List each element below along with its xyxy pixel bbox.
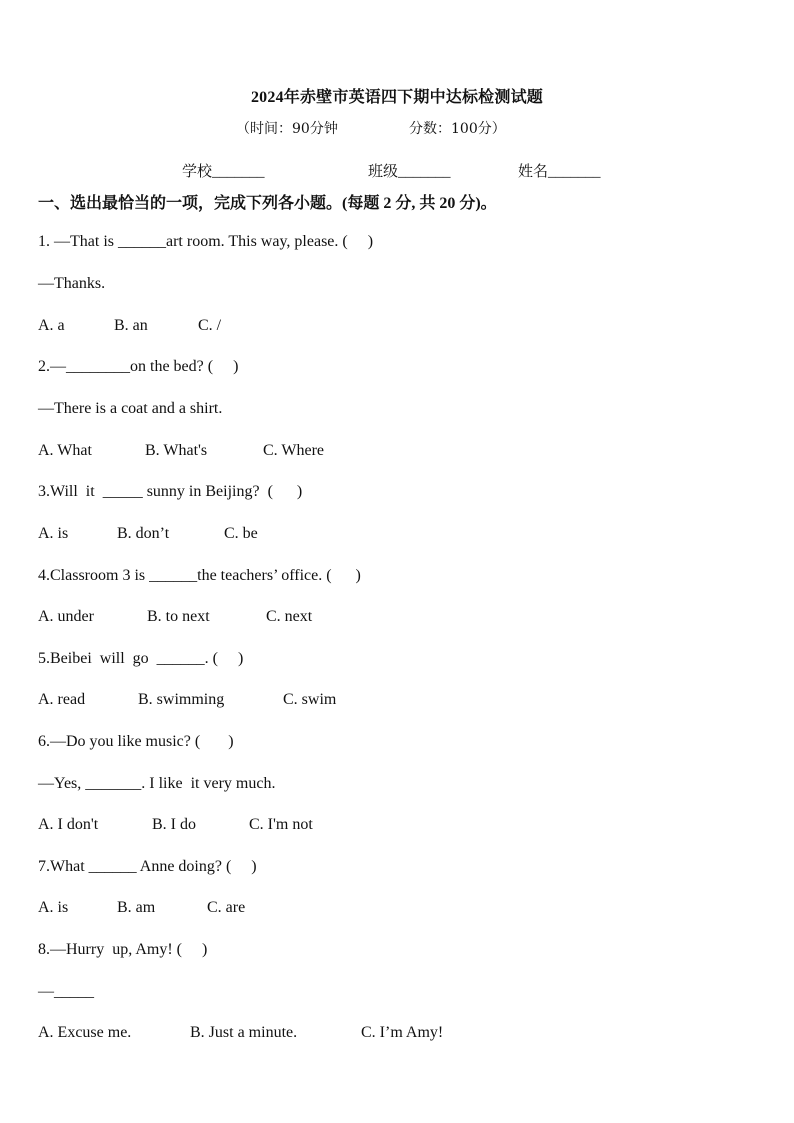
question-7-option-b: B. am: [117, 899, 156, 916]
question-6-option-a: A. I don't: [38, 816, 99, 833]
question-3-stem: 3.Will it _____ sunny in Beijing? ( ): [38, 483, 303, 500]
question-8-option-c: C. I’m Amy!: [361, 1024, 444, 1041]
class-field: 班级_______: [368, 164, 451, 180]
question-8-stem: 8.—Hurry up, Amy! ( ): [38, 941, 208, 958]
question-1-stem: 1. —That is ______art room. This way, please. ( ): [38, 233, 374, 250]
question-1-reply: —Thanks.: [38, 275, 106, 292]
school-field: 学校_______: [182, 164, 265, 180]
question-4-option-b: B. to next: [147, 608, 210, 625]
question-2-option-c: C. Where: [263, 442, 325, 459]
question-7-option-a: A. is: [38, 899, 69, 916]
question-2-option-b: B. What's: [145, 442, 208, 459]
question-1-option-b: B. an: [114, 317, 148, 334]
question-5-option-c: C. swim: [283, 691, 337, 708]
question-5-option-a: A. read: [38, 691, 86, 708]
exam-subtitle: （时间：90分钟 分数：100分）: [236, 121, 506, 137]
question-5-stem: 5.Beibei will go ______. ( ): [38, 650, 244, 667]
question-3-option-a: A. is: [38, 525, 69, 542]
question-6-option-c: C. I'm not: [249, 816, 313, 833]
question-6-option-b: B. I do: [152, 816, 196, 833]
question-2-option-a: A. What: [38, 442, 92, 459]
question-2-stem: 2.—________on the bed? ( ): [38, 358, 239, 375]
question-7-option-c: C. are: [207, 899, 246, 916]
name-field: 姓名_______: [518, 164, 601, 180]
question-8-option-b: B. Just a minute.: [190, 1024, 298, 1041]
section-heading: 一、选出最恰当的一项，完成下列各小题。(每题 2 分, 共 20 分)。: [38, 195, 497, 212]
question-5-option-b: B. swimming: [138, 691, 225, 708]
exam-title: 2024年赤壁市英语四下期中达标检测试题: [250, 89, 543, 106]
question-7-stem: 7.What ______ Anne doing? ( ): [38, 858, 257, 875]
question-6-reply: —Yes, _______. I like it very much.: [38, 775, 276, 792]
question-6-stem: 6.—Do you like music? ( ): [38, 733, 234, 750]
question-3-option-b: B. don’t: [117, 525, 170, 542]
question-3-option-c: C. be: [224, 525, 258, 542]
question-4-option-c: C. next: [266, 608, 313, 625]
question-4-option-a: A. under: [38, 608, 94, 625]
question-2-reply: —There is a coat and a shirt.: [38, 400, 223, 417]
question-8-option-a: A. Excuse me.: [38, 1024, 132, 1041]
question-1-option-a: A. a: [38, 317, 65, 334]
question-4-stem: 4.Classroom 3 is ______the teachers’ office. ( ): [38, 567, 361, 584]
question-1-option-c: C. /: [198, 317, 222, 334]
question-8-reply: —_____: [38, 983, 94, 1000]
